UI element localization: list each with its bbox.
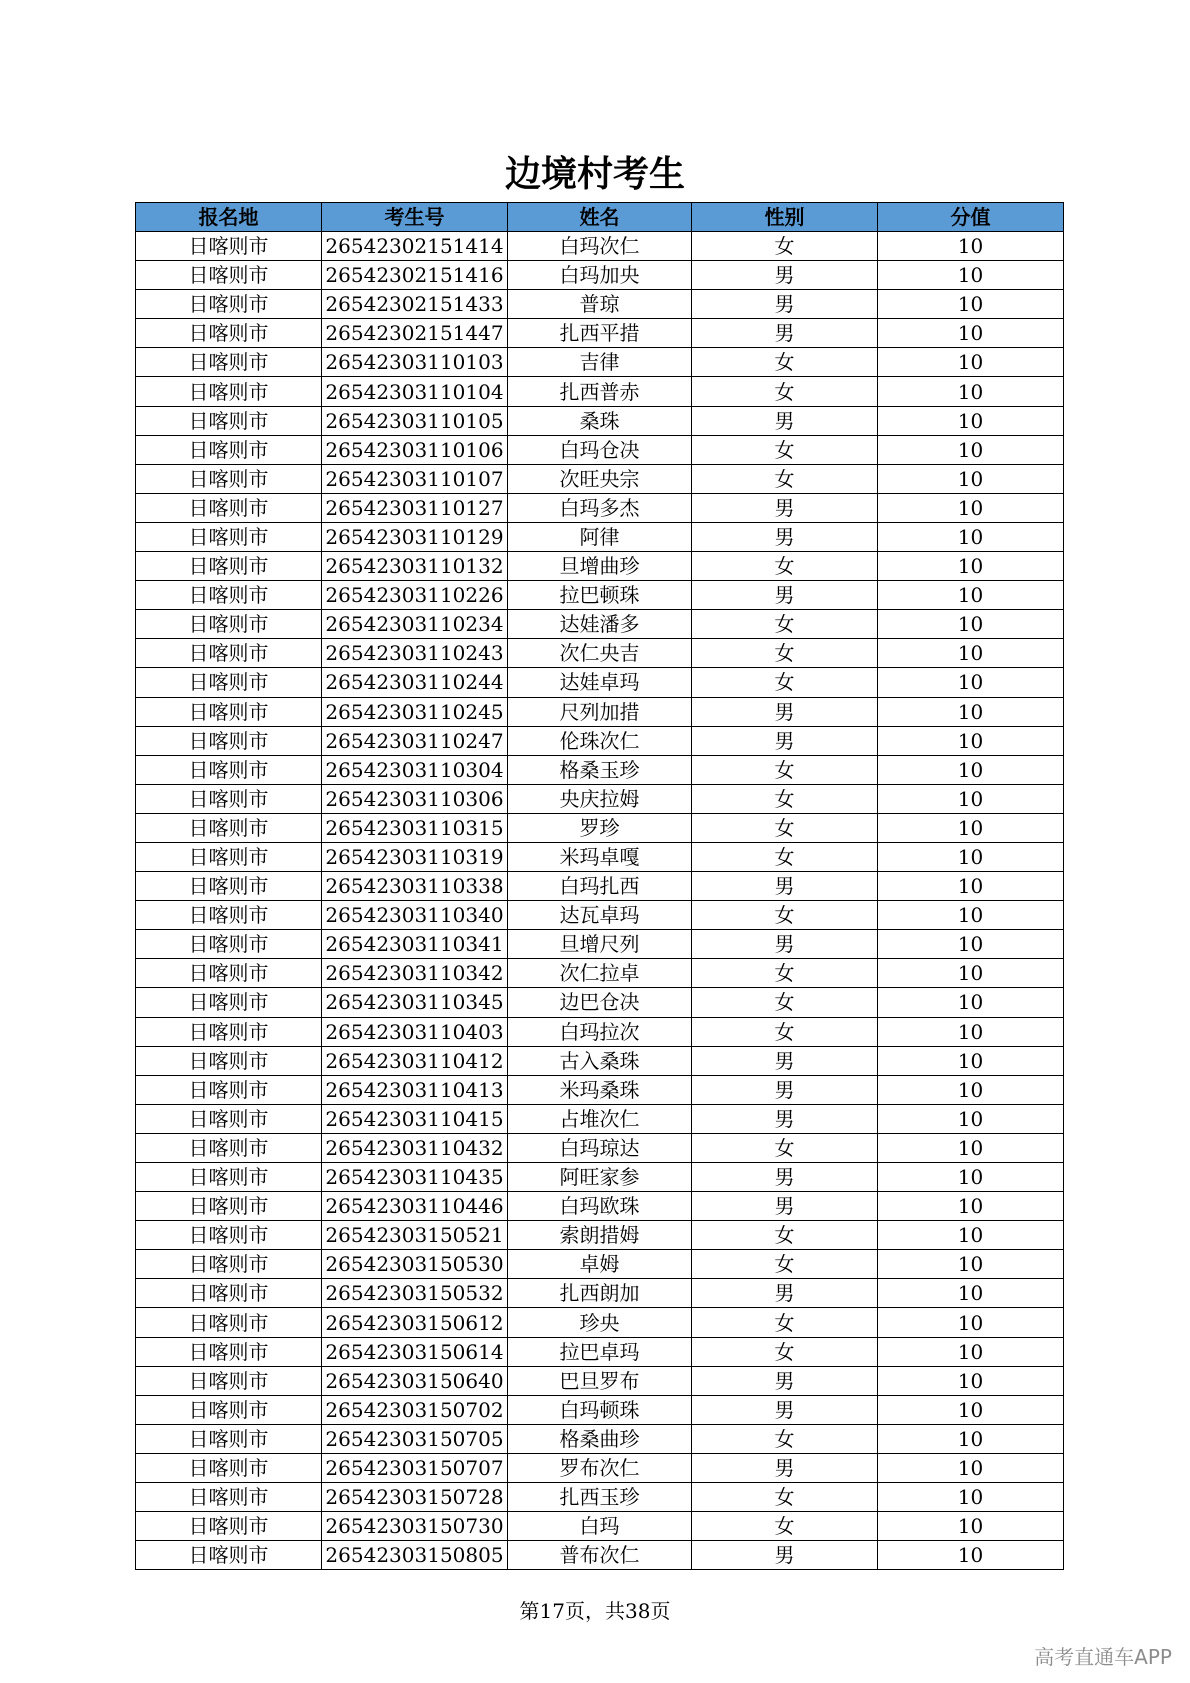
table-row <box>136 1017 1064 1046</box>
table-row <box>136 726 1064 755</box>
cell-candidate-number: 26542303110342 <box>322 959 508 988</box>
cell-name: 次仁拉卓 <box>508 959 692 988</box>
cell-score: 10 <box>878 261 1064 290</box>
cell-name: 央庆拉姆 <box>508 784 692 813</box>
cell-score: 10 <box>878 1395 1064 1424</box>
cell-candidate-number: 26542303110432 <box>322 1133 508 1162</box>
cell-registration-place: 日喀则市 <box>136 901 322 930</box>
cell-registration-place: 日喀则市 <box>136 930 322 959</box>
cell-name: 白玛拉次 <box>508 1017 692 1046</box>
table-row <box>136 1453 1064 1482</box>
cell-name: 旦增尺列 <box>508 930 692 959</box>
cell-registration-place: 日喀则市 <box>136 784 322 813</box>
cell-candidate-number: 26542303110226 <box>322 581 508 610</box>
cell-gender: 女 <box>692 784 878 813</box>
cell-name: 格桑曲珍 <box>508 1424 692 1453</box>
cell-registration-place: 日喀则市 <box>136 639 322 668</box>
cell-gender: 男 <box>692 697 878 726</box>
table-row <box>136 581 1064 610</box>
cell-registration-place: 日喀则市 <box>136 522 322 551</box>
cell-candidate-number: 26542302151414 <box>322 232 508 261</box>
cell-registration-place: 日喀则市 <box>136 348 322 377</box>
cell-registration-place: 日喀则市 <box>136 610 322 639</box>
cell-score: 10 <box>878 1104 1064 1133</box>
cell-candidate-number: 26542303110132 <box>322 552 508 581</box>
cell-gender: 女 <box>692 668 878 697</box>
cell-gender: 女 <box>692 232 878 261</box>
cell-candidate-number: 26542303110247 <box>322 726 508 755</box>
header-candidate-number: 考生号 <box>322 203 508 232</box>
cell-name: 白玛扎西 <box>508 872 692 901</box>
cell-registration-place: 日喀则市 <box>136 1075 322 1104</box>
cell-candidate-number: 26542303110234 <box>322 610 508 639</box>
cell-gender: 女 <box>692 1424 878 1453</box>
cell-gender: 男 <box>692 406 878 435</box>
cell-candidate-number: 26542303150728 <box>322 1483 508 1512</box>
cell-registration-place: 日喀则市 <box>136 377 322 406</box>
cell-candidate-number: 26542303110435 <box>322 1163 508 1192</box>
cell-gender: 女 <box>692 610 878 639</box>
cell-name: 扎西玉珍 <box>508 1483 692 1512</box>
table-row <box>136 988 1064 1017</box>
cell-gender: 男 <box>692 726 878 755</box>
table-row <box>136 1163 1064 1192</box>
cell-name: 尺列加措 <box>508 697 692 726</box>
cell-score: 10 <box>878 290 1064 319</box>
cell-gender: 女 <box>692 1017 878 1046</box>
table-row <box>136 1337 1064 1366</box>
cell-score: 10 <box>878 1192 1064 1221</box>
cell-score: 10 <box>878 232 1064 261</box>
candidate-table <box>135 202 1064 1570</box>
cell-score: 10 <box>878 464 1064 493</box>
cell-name: 桑珠 <box>508 406 692 435</box>
cell-name: 普琼 <box>508 290 692 319</box>
cell-candidate-number: 26542303110413 <box>322 1075 508 1104</box>
cell-gender: 女 <box>692 464 878 493</box>
cell-candidate-number: 26542303150530 <box>322 1250 508 1279</box>
cell-score: 10 <box>878 319 1064 348</box>
cell-registration-place: 日喀则市 <box>136 581 322 610</box>
table-row <box>136 697 1064 726</box>
cell-registration-place: 日喀则市 <box>136 697 322 726</box>
cell-candidate-number: 26542303150707 <box>322 1453 508 1482</box>
cell-candidate-number: 26542303110106 <box>322 435 508 464</box>
cell-registration-place: 日喀则市 <box>136 842 322 871</box>
table-row <box>136 435 1064 464</box>
cell-gender: 女 <box>692 842 878 871</box>
cell-score: 10 <box>878 1308 1064 1337</box>
cell-name: 巴旦罗布 <box>508 1366 692 1395</box>
table-row <box>136 610 1064 639</box>
table-body <box>136 232 1064 1570</box>
cell-name: 扎西朗加 <box>508 1279 692 1308</box>
cell-candidate-number: 26542303150730 <box>322 1512 508 1541</box>
cell-registration-place: 日喀则市 <box>136 319 322 348</box>
cell-gender: 男 <box>692 1104 878 1133</box>
cell-candidate-number: 26542303110107 <box>322 464 508 493</box>
cell-name: 白玛加央 <box>508 261 692 290</box>
cell-name: 次仁央吉 <box>508 639 692 668</box>
cell-gender: 女 <box>692 1512 878 1541</box>
cell-name: 达瓦卓玛 <box>508 901 692 930</box>
cell-name: 伦珠次仁 <box>508 726 692 755</box>
cell-score: 10 <box>878 435 1064 464</box>
cell-name: 阿律 <box>508 522 692 551</box>
table-row <box>136 1424 1064 1453</box>
cell-gender: 男 <box>692 1192 878 1221</box>
table-row <box>136 1046 1064 1075</box>
table-row <box>136 348 1064 377</box>
cell-registration-place: 日喀则市 <box>136 668 322 697</box>
table-row <box>136 552 1064 581</box>
cell-gender: 女 <box>692 1483 878 1512</box>
cell-score: 10 <box>878 872 1064 901</box>
cell-candidate-number: 26542303110304 <box>322 755 508 784</box>
cell-gender: 女 <box>692 639 878 668</box>
cell-gender: 男 <box>692 1453 878 1482</box>
cell-name: 旦增曲珍 <box>508 552 692 581</box>
cell-registration-place: 日喀则市 <box>136 1308 322 1337</box>
cell-name: 格桑玉珍 <box>508 755 692 784</box>
table-row <box>136 493 1064 522</box>
cell-registration-place: 日喀则市 <box>136 1221 322 1250</box>
cell-score: 10 <box>878 930 1064 959</box>
cell-name: 珍央 <box>508 1308 692 1337</box>
cell-gender: 女 <box>692 435 878 464</box>
cell-gender: 男 <box>692 522 878 551</box>
table-row <box>136 1133 1064 1162</box>
cell-registration-place: 日喀则市 <box>136 1453 322 1482</box>
cell-score: 10 <box>878 784 1064 813</box>
table-row <box>136 1104 1064 1133</box>
header-gender: 性别 <box>692 203 878 232</box>
cell-registration-place: 日喀则市 <box>136 552 322 581</box>
cell-name: 阿旺家参 <box>508 1163 692 1192</box>
cell-candidate-number: 26542303110129 <box>322 522 508 551</box>
cell-registration-place: 日喀则市 <box>136 261 322 290</box>
table-row <box>136 1308 1064 1337</box>
cell-score: 10 <box>878 1453 1064 1482</box>
cell-registration-place: 日喀则市 <box>136 988 322 1017</box>
cell-score: 10 <box>878 552 1064 581</box>
table-row <box>136 1366 1064 1395</box>
cell-registration-place: 日喀则市 <box>136 1337 322 1366</box>
header-score: 分值 <box>878 203 1064 232</box>
cell-gender: 女 <box>692 377 878 406</box>
table-row <box>136 232 1064 261</box>
cell-registration-place: 日喀则市 <box>136 755 322 784</box>
cell-candidate-number: 26542302151433 <box>322 290 508 319</box>
cell-candidate-number: 26542303110341 <box>322 930 508 959</box>
cell-candidate-number: 26542303110104 <box>322 377 508 406</box>
header-name: 姓名 <box>508 203 692 232</box>
cell-candidate-number: 26542303110415 <box>322 1104 508 1133</box>
cell-name: 罗布次仁 <box>508 1453 692 1482</box>
cell-gender: 女 <box>692 552 878 581</box>
table-header-row <box>136 203 1064 232</box>
cell-candidate-number: 26542303110105 <box>322 406 508 435</box>
header-registration-place: 报名地 <box>136 203 322 232</box>
cell-gender: 女 <box>692 755 878 784</box>
cell-score: 10 <box>878 668 1064 697</box>
cell-registration-place: 日喀则市 <box>136 1046 322 1075</box>
cell-name: 白玛 <box>508 1512 692 1541</box>
cell-score: 10 <box>878 406 1064 435</box>
cell-gender: 男 <box>692 319 878 348</box>
cell-registration-place: 日喀则市 <box>136 726 322 755</box>
cell-registration-place: 日喀则市 <box>136 1366 322 1395</box>
table-row <box>136 842 1064 871</box>
cell-candidate-number: 26542303110127 <box>322 493 508 522</box>
cell-score: 10 <box>878 493 1064 522</box>
cell-candidate-number: 26542303150612 <box>322 1308 508 1337</box>
cell-candidate-number: 26542303150640 <box>322 1366 508 1395</box>
cell-score: 10 <box>878 1279 1064 1308</box>
cell-score: 10 <box>878 697 1064 726</box>
cell-registration-place: 日喀则市 <box>136 1192 322 1221</box>
cell-name: 扎西普赤 <box>508 377 692 406</box>
cell-registration-place: 日喀则市 <box>136 1133 322 1162</box>
cell-name: 达娃潘多 <box>508 610 692 639</box>
cell-score: 10 <box>878 1163 1064 1192</box>
cell-name: 次旺央宗 <box>508 464 692 493</box>
cell-gender: 女 <box>692 1221 878 1250</box>
cell-candidate-number: 26542303110306 <box>322 784 508 813</box>
watermark-text: 高考直通车APP <box>1034 1645 1172 1669</box>
cell-name: 白玛欧珠 <box>508 1192 692 1221</box>
cell-score: 10 <box>878 1512 1064 1541</box>
table-row <box>136 1483 1064 1512</box>
cell-name: 白玛顿珠 <box>508 1395 692 1424</box>
cell-registration-place: 日喀则市 <box>136 1104 322 1133</box>
table-row <box>136 261 1064 290</box>
cell-candidate-number: 26542303150532 <box>322 1279 508 1308</box>
table-row <box>136 639 1064 668</box>
cell-name: 达娃卓玛 <box>508 668 692 697</box>
cell-gender: 男 <box>692 261 878 290</box>
cell-gender: 男 <box>692 872 878 901</box>
cell-score: 10 <box>878 1075 1064 1104</box>
cell-score: 10 <box>878 1017 1064 1046</box>
cell-score: 10 <box>878 1483 1064 1512</box>
cell-gender: 女 <box>692 1133 878 1162</box>
table-row <box>136 290 1064 319</box>
cell-score: 10 <box>878 988 1064 1017</box>
cell-score: 10 <box>878 610 1064 639</box>
cell-candidate-number: 26542303110319 <box>322 842 508 871</box>
cell-registration-place: 日喀则市 <box>136 464 322 493</box>
cell-candidate-number: 26542303110412 <box>322 1046 508 1075</box>
table-row <box>136 959 1064 988</box>
table-row <box>136 1279 1064 1308</box>
cell-candidate-number: 26542303150614 <box>322 1337 508 1366</box>
table-row <box>136 1250 1064 1279</box>
cell-candidate-number: 26542303150702 <box>322 1395 508 1424</box>
cell-candidate-number: 26542303110243 <box>322 639 508 668</box>
cell-candidate-number: 26542303110103 <box>322 348 508 377</box>
cell-gender: 女 <box>692 901 878 930</box>
table-row <box>136 1512 1064 1541</box>
cell-gender: 男 <box>692 1279 878 1308</box>
cell-score: 10 <box>878 813 1064 842</box>
cell-candidate-number: 26542303110446 <box>322 1192 508 1221</box>
table-row <box>136 668 1064 697</box>
cell-score: 10 <box>878 348 1064 377</box>
cell-registration-place: 日喀则市 <box>136 1250 322 1279</box>
table-row <box>136 1541 1064 1570</box>
table-row <box>136 813 1064 842</box>
table-row <box>136 1075 1064 1104</box>
cell-registration-place: 日喀则市 <box>136 959 322 988</box>
cell-name: 白玛次仁 <box>508 232 692 261</box>
cell-gender: 男 <box>692 1366 878 1395</box>
cell-gender: 女 <box>692 348 878 377</box>
cell-registration-place: 日喀则市 <box>136 1483 322 1512</box>
cell-name: 拉巴卓玛 <box>508 1337 692 1366</box>
cell-candidate-number: 26542303150521 <box>322 1221 508 1250</box>
table-row <box>136 319 1064 348</box>
cell-registration-place: 日喀则市 <box>136 813 322 842</box>
cell-candidate-number: 26542303110338 <box>322 872 508 901</box>
cell-score: 10 <box>878 1337 1064 1366</box>
cell-score: 10 <box>878 522 1064 551</box>
table-row <box>136 901 1064 930</box>
table-row <box>136 1192 1064 1221</box>
cell-score: 10 <box>878 755 1064 784</box>
cell-gender: 男 <box>692 1163 878 1192</box>
cell-registration-place: 日喀则市 <box>136 290 322 319</box>
cell-name: 吉律 <box>508 348 692 377</box>
cell-score: 10 <box>878 1366 1064 1395</box>
cell-gender: 男 <box>692 1075 878 1104</box>
cell-candidate-number: 26542303110345 <box>322 988 508 1017</box>
cell-name: 米玛卓嘎 <box>508 842 692 871</box>
cell-registration-place: 日喀则市 <box>136 1512 322 1541</box>
cell-registration-place: 日喀则市 <box>136 1424 322 1453</box>
cell-name: 扎西平措 <box>508 319 692 348</box>
page-number: 第17页，共38页 <box>519 1599 671 1623</box>
cell-name: 白玛仓决 <box>508 435 692 464</box>
cell-score: 10 <box>878 901 1064 930</box>
cell-name: 白玛多杰 <box>508 493 692 522</box>
cell-score: 10 <box>878 377 1064 406</box>
cell-candidate-number: 26542303110315 <box>322 813 508 842</box>
cell-score: 10 <box>878 959 1064 988</box>
cell-score: 10 <box>878 1424 1064 1453</box>
cell-candidate-number: 26542303110403 <box>322 1017 508 1046</box>
cell-gender: 男 <box>692 493 878 522</box>
cell-name: 索朗措姆 <box>508 1221 692 1250</box>
cell-gender: 男 <box>692 581 878 610</box>
cell-candidate-number: 26542303110245 <box>322 697 508 726</box>
table-row <box>136 464 1064 493</box>
cell-candidate-number: 26542303110244 <box>322 668 508 697</box>
cell-score: 10 <box>878 1250 1064 1279</box>
page-title: 边境村考生 <box>504 154 685 195</box>
cell-registration-place: 日喀则市 <box>136 493 322 522</box>
cell-name: 卓姆 <box>508 1250 692 1279</box>
cell-candidate-number: 26542302151416 <box>322 261 508 290</box>
table-row <box>136 1221 1064 1250</box>
cell-gender: 男 <box>692 290 878 319</box>
cell-registration-place: 日喀则市 <box>136 1395 322 1424</box>
cell-gender: 女 <box>692 1337 878 1366</box>
cell-registration-place: 日喀则市 <box>136 1279 322 1308</box>
cell-score: 10 <box>878 842 1064 871</box>
cell-registration-place: 日喀则市 <box>136 1163 322 1192</box>
cell-candidate-number: 26542303150805 <box>322 1541 508 1570</box>
cell-gender: 女 <box>692 1250 878 1279</box>
cell-registration-place: 日喀则市 <box>136 872 322 901</box>
cell-score: 10 <box>878 1541 1064 1570</box>
cell-name: 边巴仓决 <box>508 988 692 1017</box>
cell-gender: 男 <box>692 1541 878 1570</box>
cell-score: 10 <box>878 581 1064 610</box>
cell-name: 普布次仁 <box>508 1541 692 1570</box>
cell-score: 10 <box>878 1133 1064 1162</box>
cell-candidate-number: 26542302151447 <box>322 319 508 348</box>
cell-registration-place: 日喀则市 <box>136 232 322 261</box>
cell-name: 古入桑珠 <box>508 1046 692 1075</box>
table-row <box>136 872 1064 901</box>
cell-name: 米玛桑珠 <box>508 1075 692 1104</box>
cell-score: 10 <box>878 639 1064 668</box>
cell-gender: 女 <box>692 959 878 988</box>
table-row <box>136 522 1064 551</box>
cell-gender: 女 <box>692 1308 878 1337</box>
table-row <box>136 406 1064 435</box>
cell-gender: 男 <box>692 1046 878 1075</box>
table-row <box>136 930 1064 959</box>
cell-registration-place: 日喀则市 <box>136 1541 322 1570</box>
cell-candidate-number: 26542303150705 <box>322 1424 508 1453</box>
cell-name: 白玛琼达 <box>508 1133 692 1162</box>
cell-gender: 男 <box>692 930 878 959</box>
table-row <box>136 784 1064 813</box>
cell-gender: 男 <box>692 1395 878 1424</box>
cell-score: 10 <box>878 726 1064 755</box>
cell-gender: 女 <box>692 988 878 1017</box>
cell-registration-place: 日喀则市 <box>136 435 322 464</box>
cell-registration-place: 日喀则市 <box>136 406 322 435</box>
cell-name: 拉巴顿珠 <box>508 581 692 610</box>
cell-name: 占堆次仁 <box>508 1104 692 1133</box>
cell-candidate-number: 26542303110340 <box>322 901 508 930</box>
cell-score: 10 <box>878 1046 1064 1075</box>
table-row <box>136 755 1064 784</box>
cell-score: 10 <box>878 1221 1064 1250</box>
cell-registration-place: 日喀则市 <box>136 1017 322 1046</box>
cell-gender: 女 <box>692 813 878 842</box>
cell-name: 罗珍 <box>508 813 692 842</box>
table-row <box>136 1395 1064 1424</box>
table-row <box>136 377 1064 406</box>
